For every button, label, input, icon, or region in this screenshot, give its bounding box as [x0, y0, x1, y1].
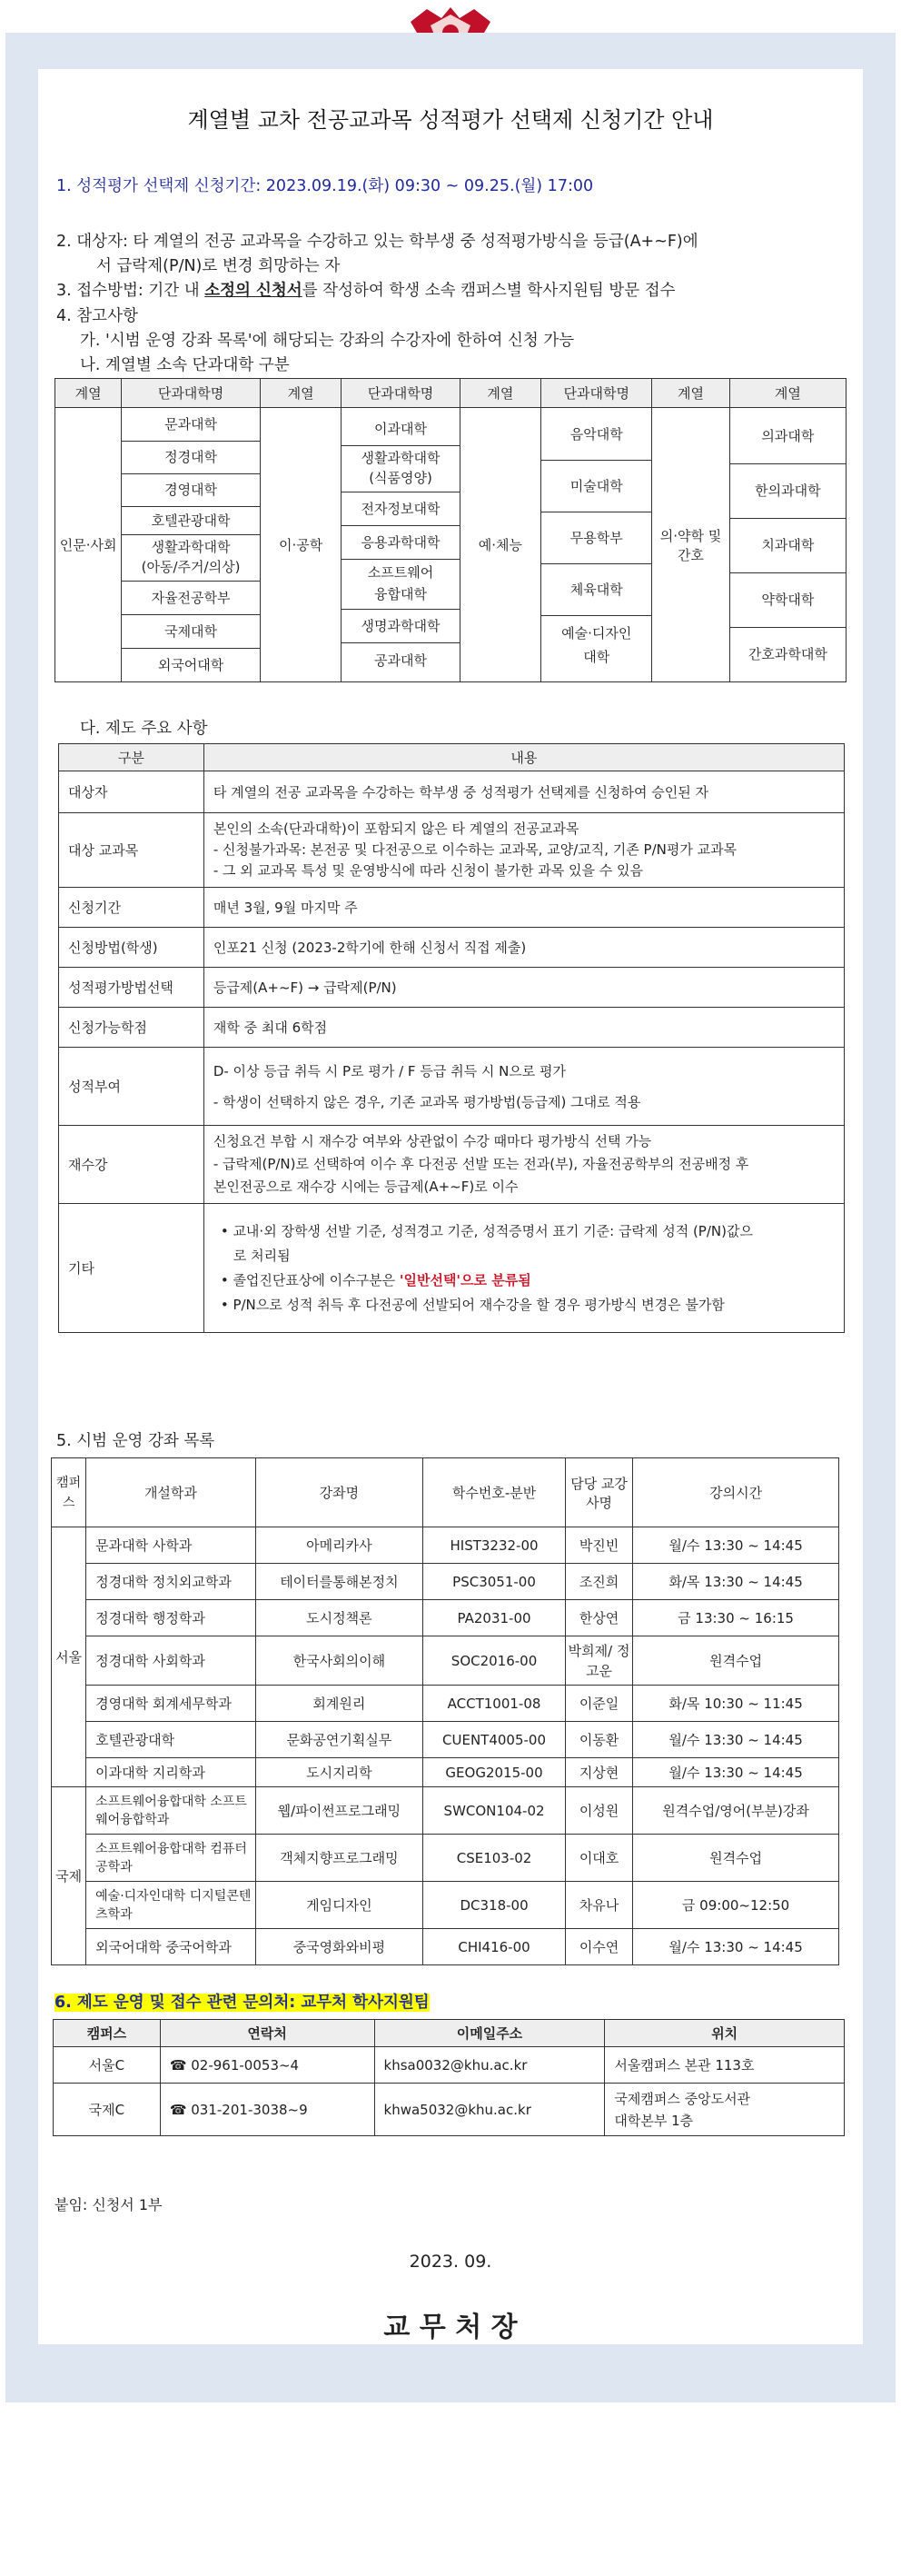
college-cell: 미술대학 — [541, 461, 651, 512]
submission-text: 3. 접수방법: 기간 내 — [56, 282, 205, 300]
item-submission-method — [56, 278, 676, 301]
table-row — [52, 1882, 839, 1929]
header-group: 계열 — [460, 379, 541, 408]
college-cell: 체육대학 — [541, 564, 651, 616]
course-name: 한국사회의이해 — [255, 1636, 422, 1686]
course-code: CHI416-00 — [423, 1929, 566, 1965]
rule-value: 타 계열의 전공 교과목을 수강하는 학부생 중 성적평가 선택제를 신청하여 승인된 자 — [203, 771, 844, 813]
rules-table — [58, 743, 845, 1333]
course-name: 객체지향프로그래밍 — [255, 1835, 422, 1882]
rule-value — [221, 1268, 842, 1293]
group-science-engineering: 이·공학 — [260, 408, 342, 682]
contact-email: khsa0032@khu.ac.kr — [374, 2047, 605, 2084]
contact-campus: 서울C — [54, 2047, 161, 2084]
header-course-code: 학수번호-분반 — [423, 1458, 566, 1527]
rule-value: 본인의 소속(단과대학)이 포함되지 않은 타 계열의 전공교과목 — [213, 821, 579, 837]
course-code: PA2031-00 — [423, 1600, 566, 1636]
rule-key: 성적평가방법선택 — [59, 968, 204, 1008]
header-location: 위치 — [605, 2020, 845, 2047]
course-name: 회계원리 — [255, 1686, 422, 1722]
rule-value: 매년 3월, 9월 마지막 주 — [203, 888, 844, 928]
header-college: 단과대학명 — [541, 379, 652, 408]
course-time: 화/목 10:30 ~ 11:45 — [633, 1686, 839, 1722]
header-group: 계열 — [55, 379, 122, 408]
contact-campus: 국제C — [54, 2084, 161, 2136]
table-row — [52, 1835, 839, 1882]
item-notes-heading: 4. 참고사항 — [56, 307, 138, 325]
course-dept: 정경대학 정치외교학과 — [86, 1564, 256, 1600]
location-line: 국제캠퍼스 중앙도서관 — [614, 2090, 751, 2107]
rule-key: 신청가능학점 — [59, 1008, 204, 1048]
rule-value: 로 처리됨 — [233, 1247, 291, 1264]
course-time: 화/목 13:30 ~ 14:45 — [633, 1564, 839, 1600]
header-college: 단과대학명 — [122, 379, 261, 408]
group-humanities: 인문·사회 — [55, 408, 122, 682]
contact-phone: ☎ 031-201-3038~9 — [160, 2084, 374, 2136]
course-time: 원격수업 — [633, 1636, 839, 1686]
course-name: 중국영화와비평 — [255, 1929, 422, 1965]
table-row — [52, 1527, 839, 1564]
college-cell: 생활과학대학 — [151, 539, 231, 555]
header-group: 계열 — [729, 379, 846, 408]
college-cell: 소프트웨어 — [367, 563, 434, 581]
college-cell: 경영대학 — [122, 474, 260, 507]
item-target-line1: 2. 대상자: 타 계열의 전공 교과목을 수강하고 있는 학부생 중 성적평가방식을 등급(A+~F)에 — [56, 233, 698, 251]
course-code: GEOG2015-00 — [423, 1758, 566, 1787]
header-division: 구분 — [59, 744, 204, 771]
rule-key: 대상 교과목 — [59, 813, 204, 888]
header-course-name: 강좌명 — [255, 1458, 422, 1527]
course-dept: 이과대학 지리학과 — [86, 1758, 256, 1787]
course-dept: 예술·디자인대학 디지털콘텐츠학과 — [86, 1882, 256, 1929]
college-cell-sub: 융합대학 — [374, 585, 427, 602]
campus-global: 국제 — [52, 1787, 86, 1965]
item-note-ga: 가. '시범 운영 강좌 목록'에 해당되는 강좌의 수강자에 한하여 신청 가능 — [80, 332, 575, 350]
college-cell: 호텔관광대학 — [122, 507, 260, 535]
course-name: 게임디자인 — [255, 1882, 422, 1929]
college-cell: 간호과학대학 — [748, 645, 827, 662]
rule-key: 신청기간 — [59, 888, 204, 928]
item-application-period: 1. 성적평가 선택제 신청기간: 2023.09.19.(화) 09:30 ~ 09.25.(월) 17:00 — [56, 177, 594, 195]
header-campus: 캠퍼스 — [52, 1458, 86, 1527]
group-medical: 의·약학 및 간호 — [652, 408, 729, 682]
rule-value: 재학 중 최대 6학점 — [203, 1008, 844, 1048]
course-dept: 소프트웨어융합대학 소프트웨어융합학과 — [86, 1787, 256, 1835]
course-instructor: 조진희 — [565, 1564, 632, 1600]
contact-heading-highlight: 6. 제도 운영 및 접수 관련 문의처: 교무처 학사지원팀 — [54, 1994, 430, 2012]
course-code: CSE103-02 — [423, 1835, 566, 1882]
header-department: 개설학과 — [86, 1458, 256, 1527]
contact-email: khwa5032@khu.ac.kr — [374, 2084, 605, 2136]
course-time: 월/수 13:30 ~ 14:45 — [633, 1527, 839, 1564]
general-elective-emphasis: '일반선택'으로 분류됨 — [399, 1271, 531, 1288]
document-title: 계열별 교차 전공교과목 성적평가 선택제 신청기간 안내 — [187, 107, 714, 133]
course-dept: 정경대학 사회학과 — [86, 1636, 256, 1686]
course-dept: 문과대학 사학과 — [86, 1527, 256, 1564]
item-contact-heading — [54, 1990, 430, 2013]
college-cell: 이과대학 — [342, 413, 459, 446]
college-cell: 생활과학대학 — [361, 449, 441, 466]
header-email: 이메일주소 — [374, 2020, 605, 2047]
college-cell: 정경대학 — [122, 442, 260, 474]
rule-value: 인포21 신청 (2023-2학기에 한해 신청서 직접 제출) — [203, 928, 844, 968]
contact-table — [53, 2019, 845, 2136]
course-code: ACCT1001-08 — [423, 1686, 566, 1722]
course-instructor: 이수연 — [565, 1929, 632, 1965]
rule-value: - 신청불가과목: 본전공 및 다전공으로 이수하는 교과목, 교양/교직, 기존 P/N평가 교과목 — [213, 841, 738, 858]
course-name: 도시정책론 — [255, 1600, 422, 1636]
course-name: 테이터를통해본정치 — [255, 1564, 422, 1600]
course-instructor: 차유나 — [565, 1882, 632, 1929]
course-time: 월/수 13:30 ~ 14:45 — [633, 1722, 839, 1758]
college-cell: 응용과학대학 — [342, 526, 459, 560]
college-cell: 치과대학 — [730, 519, 846, 573]
document-date: 2023. 09. — [409, 2252, 492, 2272]
course-code: SWCON104-02 — [423, 1787, 566, 1835]
header-class-time: 강의시간 — [633, 1458, 839, 1527]
course-code: CUENT4005-00 — [423, 1722, 566, 1758]
rule-value: D- 이상 등급 취득 시 P로 평가 / F 등급 취득 시 N으로 평가 — [213, 1062, 567, 1079]
header-college: 단과대학명 — [342, 379, 460, 408]
course-dept: 소프트웨어융합대학 컴퓨터공학과 — [86, 1835, 256, 1882]
college-cell: 전자정보대학 — [342, 492, 459, 526]
application-form-link: 소정의 신청서 — [204, 282, 302, 300]
rule-key: 대상자 — [59, 771, 204, 813]
rule-value: 등급제(A+~F) → 급락제(P/N) — [203, 968, 844, 1008]
table-row — [52, 1929, 839, 1965]
course-name: 문화공연기획실무 — [255, 1722, 422, 1758]
course-instructor: 박희제/ 정고운 — [565, 1636, 632, 1686]
course-time: 월/수 13:30 ~ 14:45 — [633, 1758, 839, 1787]
table-row — [52, 1636, 839, 1686]
course-instructor: 지상현 — [565, 1758, 632, 1787]
header-instructor: 담당 교강사명 — [565, 1458, 632, 1527]
college-cell: 한의과대학 — [730, 464, 846, 519]
college-cell: 무용학부 — [541, 512, 651, 564]
location-line: 대학본부 1층 — [614, 2112, 694, 2129]
rule-value: - 학생이 선택하지 않은 경우, 기존 교과목 평가방법(등급제) 그대로 적용 — [213, 1093, 641, 1110]
course-time: 월/수 13:30 ~ 14:45 — [633, 1929, 839, 1965]
rule-value: 본인전공으로 재수강 시에는 등급제(A+~F)로 이수 — [213, 1179, 519, 1195]
college-cell: 약학대학 — [730, 573, 846, 628]
college-cell: 공과대학 — [374, 651, 427, 669]
campus-seoul: 서울 — [52, 1527, 86, 1787]
contact-phone: ☎ 02-961-0053~4 — [160, 2047, 374, 2084]
college-cell-sub: (식품영양) — [369, 469, 432, 486]
item-note-na: 나. 계열별 소속 단과대학 구분 — [80, 356, 290, 374]
college-cell: 외국어대학 — [157, 657, 224, 673]
course-time: 금 09:00~12:50 — [633, 1882, 839, 1929]
header-phone: 연락처 — [160, 2020, 374, 2047]
rule-value: - 급락제(P/N)로 선택하여 이수 후 다전공 선발 또는 전과(부), 자율전공학부의 전공배정 후 — [213, 1156, 749, 1172]
table-row — [52, 1564, 839, 1600]
college-cell-sub: 대학 — [583, 648, 610, 665]
table-row — [52, 1722, 839, 1758]
college-cell: 의과대학 — [730, 410, 846, 464]
rule-value-text: • 졸업진단표상에 이수구분은 — [220, 1271, 400, 1288]
college-cell-sub: (아동/주거/의상) — [141, 559, 241, 575]
rule-value: 신청요건 부합 시 재수강 여부와 상관없이 수강 때마다 평가방식 선택 가능 — [213, 1133, 652, 1149]
course-instructor: 이성원 — [565, 1787, 632, 1835]
group-arts-sports: 예·체능 — [460, 408, 541, 682]
item-target-line2: 서 급락제(P/N)로 변경 희망하는 자 — [96, 257, 341, 275]
college-cell: 문과대학 — [122, 408, 260, 442]
course-code: PSC3051-00 — [423, 1564, 566, 1600]
table-row — [52, 1686, 839, 1722]
item-note-da: 다. 제도 주요 사항 — [80, 720, 208, 738]
attachment-note: 붙임: 신청서 1부 — [54, 2196, 163, 2213]
table-row — [54, 2084, 845, 2136]
header-group: 계열 — [260, 379, 342, 408]
college-cell: 생명과학대학 — [342, 610, 459, 643]
course-instructor: 박진빈 — [565, 1527, 632, 1564]
table-row — [52, 1600, 839, 1636]
course-dept: 정경대학 행정학과 — [86, 1600, 256, 1636]
course-instructor: 이동환 — [565, 1722, 632, 1758]
course-code: DC318-00 — [423, 1882, 566, 1929]
course-code: HIST3232-00 — [423, 1527, 566, 1564]
table-row — [52, 1787, 839, 1835]
course-dept: 경영대학 회계세무학과 — [86, 1686, 256, 1722]
document-card — [38, 69, 863, 2344]
submission-text-tail: 를 작성하여 학생 소속 캠퍼스별 학사지원팀 방문 접수 — [302, 282, 676, 300]
rule-value: - 그 외 교과목 특성 및 운영방식에 따라 신청이 불가한 과목 있을 수 있음 — [213, 862, 643, 879]
rule-key: 성적부여 — [59, 1048, 204, 1126]
table-row — [54, 2047, 845, 2084]
contact-location — [605, 2084, 845, 2136]
rule-key: 신청방법(학생) — [59, 928, 204, 968]
header-campus: 캠퍼스 — [54, 2020, 161, 2047]
table-row — [52, 1758, 839, 1787]
college-cell: 자율전공학부 — [122, 582, 260, 615]
rule-value: • 교내·외 장학생 선발 기준, 성적경고 기준, 성적증명서 표기 기준: 급락제 성적 (P/N)값으 — [220, 1222, 753, 1239]
course-instructor: 이대호 — [565, 1835, 632, 1882]
course-instructor: 한상연 — [565, 1600, 632, 1636]
header-group: 계열 — [652, 379, 729, 408]
course-name: 웹/파이썬프로그래밍 — [255, 1787, 422, 1835]
item-pilot-course-heading: 5. 시범 운영 강좌 목록 — [56, 1432, 215, 1450]
location-line: 서울캠퍼스 본관 113호 — [614, 2057, 755, 2074]
rule-key: 재수강 — [59, 1126, 204, 1204]
college-cell: 예술·디자인 — [561, 624, 632, 642]
course-dept: 호텔관광대학 — [86, 1722, 256, 1758]
course-list-table — [51, 1457, 839, 1965]
college-cell: 국제대학 — [122, 615, 260, 649]
rule-key: 기타 — [59, 1204, 204, 1333]
course-time: 금 13:30 ~ 16:15 — [633, 1600, 839, 1636]
course-time: 원격수업/영어(부분)강좌 — [633, 1787, 839, 1835]
college-classification-table — [54, 378, 847, 682]
course-time: 원격수업 — [633, 1835, 839, 1882]
contact-location — [605, 2047, 845, 2084]
course-dept: 외국어대학 중국어학과 — [86, 1929, 256, 1965]
header-content: 내용 — [203, 744, 844, 771]
course-name: 도시지리학 — [255, 1758, 422, 1787]
rule-value: • P/N으로 성적 취득 후 다전공에 선발되어 재수강을 할 경우 평가방식 변경은 불가함 — [220, 1296, 725, 1313]
course-instructor: 이준일 — [565, 1686, 632, 1722]
course-name: 아메리카사 — [255, 1527, 422, 1564]
course-code: SOC2016-00 — [423, 1636, 566, 1686]
college-cell: 음악대학 — [541, 409, 651, 461]
issuer-signature: 교 무 처 장 — [383, 2312, 518, 2343]
